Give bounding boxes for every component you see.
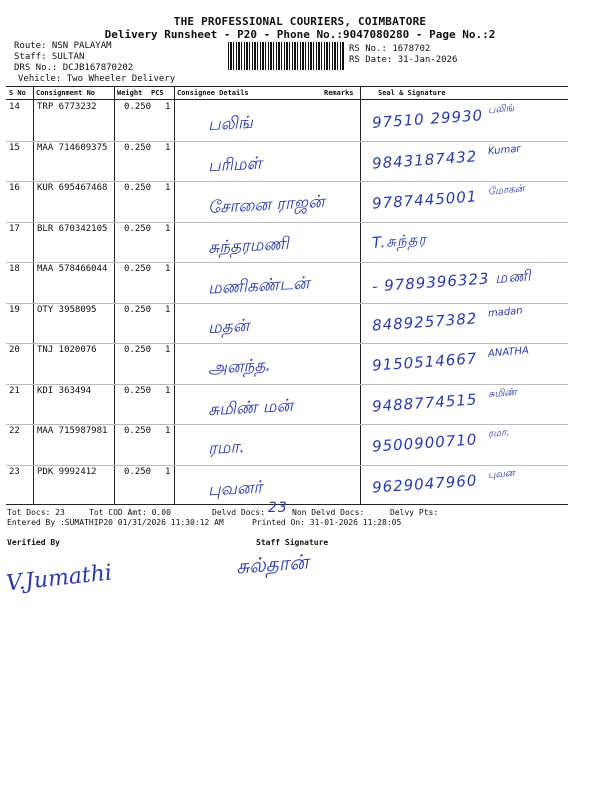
row-signature-note-handwritten: Kumar bbox=[487, 143, 522, 157]
staff-signature-label: Staff Signature bbox=[256, 538, 329, 547]
row-signature-note-handwritten: சுமிண் bbox=[487, 386, 518, 400]
row-serial-number: 23 bbox=[9, 466, 20, 477]
non-delivered-docs-label: Non Delvd Docs: bbox=[292, 508, 365, 517]
row-consignment-number: TRP 6773232 bbox=[37, 102, 97, 112]
row-pieces: 1 bbox=[165, 223, 171, 234]
row-signature-note-handwritten: madan bbox=[487, 305, 524, 319]
row-pieces: 1 bbox=[165, 466, 171, 477]
row-serial-number: 16 bbox=[9, 183, 20, 193]
row-pieces: 1 bbox=[165, 426, 171, 436]
row-signature-note-handwritten: மோகன் bbox=[487, 183, 525, 198]
row-consignment-number: MAA 578466044 bbox=[37, 264, 108, 274]
row-phone-handwritten: 97510 29930 bbox=[371, 106, 484, 132]
row-serial-number: 14 bbox=[9, 102, 20, 112]
row-consignee-handwritten: சுமிண் மன் bbox=[207, 395, 294, 420]
row-weight: 0.250 bbox=[124, 345, 152, 355]
row-signature-note-handwritten: ரமா. bbox=[487, 427, 511, 440]
row-serial-number: 22 bbox=[9, 426, 20, 436]
row-weight: 0.250 bbox=[124, 385, 152, 396]
row-consignment-number: KUR 695467468 bbox=[37, 183, 108, 193]
rs-date: RS Date: 31-Jan-2026 bbox=[349, 55, 458, 65]
barcode-image bbox=[228, 42, 344, 70]
runsheet-subtitle: Delivery Runsheet - P20 - Phone No.:9047080280 - Page No.:2 bbox=[104, 28, 496, 41]
vehicle-label: Vehicle: Two Wheeler Delivery bbox=[18, 74, 176, 84]
row-divider bbox=[6, 343, 568, 344]
row-consignment-number: BLR 670342105 bbox=[37, 223, 108, 234]
column-divider bbox=[114, 86, 115, 504]
col-consignee: Consignee Details bbox=[177, 89, 249, 97]
row-weight: 0.250 bbox=[124, 183, 152, 193]
row-consignee-handwritten: ரமா. bbox=[207, 437, 246, 459]
company-title: THE PROFESSIONAL COURIERS, COIMBATORE bbox=[173, 15, 427, 28]
row-pieces: 1 bbox=[165, 183, 171, 193]
route-label: Route: NSN PALAYAM bbox=[14, 41, 112, 51]
row-pieces: 1 bbox=[165, 304, 171, 315]
tot-docs: Tot Docs: 23 bbox=[7, 508, 65, 517]
row-consignment-number: PDK 9992412 bbox=[37, 466, 97, 477]
delivered-docs-handwritten: 23 bbox=[268, 500, 288, 516]
row-serial-number: 18 bbox=[9, 264, 20, 274]
row-phone-handwritten: 9500900710 bbox=[371, 430, 478, 456]
row-consignment-number: MAA 715987981 bbox=[37, 426, 108, 436]
column-divider bbox=[360, 86, 361, 504]
row-divider bbox=[6, 465, 568, 466]
col-remarks: Remarks bbox=[324, 89, 354, 97]
row-pieces: 1 bbox=[165, 102, 171, 112]
row-consignee-handwritten: சோனை ராஜன் bbox=[207, 191, 326, 219]
column-divider bbox=[33, 86, 34, 504]
row-weight: 0.250 bbox=[124, 304, 152, 315]
row-divider bbox=[6, 303, 568, 304]
row-pieces: 1 bbox=[165, 345, 171, 355]
row-phone-handwritten: 9843187432 bbox=[371, 146, 478, 173]
row-divider bbox=[6, 222, 568, 223]
col-weight: Weight bbox=[117, 89, 143, 97]
row-pieces: 1 bbox=[165, 385, 171, 396]
row-serial-number: 21 bbox=[9, 385, 20, 396]
row-consignee-handwritten: மதன் bbox=[207, 315, 250, 338]
row-phone-handwritten: 9787445001 bbox=[371, 187, 478, 213]
row-consignment-number: TNJ 1020076 bbox=[37, 345, 97, 355]
col-pcs: PCS bbox=[151, 89, 164, 97]
delivered-docs-label: Delvd Docs: bbox=[212, 508, 265, 517]
row-phone-handwritten: - 9789396323 மணி bbox=[371, 266, 533, 296]
row-phone-handwritten: T.சுந்தர bbox=[371, 229, 428, 252]
row-phone-handwritten: 8489257382 bbox=[371, 308, 478, 335]
row-consignment-number: MAA 714609375 bbox=[37, 142, 108, 153]
staff-signature: சுல்தான் bbox=[235, 549, 310, 579]
row-weight: 0.250 bbox=[124, 264, 152, 274]
row-phone-handwritten: 9488774515 bbox=[371, 389, 478, 416]
row-serial-number: 20 bbox=[9, 345, 20, 355]
row-weight: 0.250 bbox=[124, 466, 152, 477]
row-divider bbox=[6, 141, 568, 142]
verified-by-label: Verified By bbox=[7, 538, 60, 547]
staff-label: Staff: SULTAN bbox=[14, 52, 85, 62]
row-signature-note-handwritten: ANATHA bbox=[487, 345, 530, 360]
col-sno: S No bbox=[9, 89, 26, 97]
row-consignee-handwritten: பரிமள் bbox=[207, 153, 263, 176]
printed-on: Printed On: 31-01-2026 11:28:05 bbox=[252, 518, 402, 527]
drs-number: DRS No.: DCJB167870202 bbox=[14, 63, 134, 73]
row-pieces: 1 bbox=[165, 142, 171, 153]
table-header-rule bbox=[6, 99, 568, 100]
row-consignment-number: OTY 3958095 bbox=[37, 304, 97, 315]
verified-signature: V.Jumathi bbox=[4, 560, 114, 597]
row-serial-number: 19 bbox=[9, 304, 20, 315]
tot-cod-amount: Tot COD Amt: 0.00 bbox=[89, 508, 171, 517]
row-phone-handwritten: 9150514667 bbox=[371, 349, 478, 375]
row-divider bbox=[6, 262, 568, 263]
col-seal-signature: Seal & Signature bbox=[378, 89, 446, 97]
entered-by: Entered By :SUMATHIP20 01/31/2026 11:30:12 AM bbox=[7, 518, 224, 527]
row-consignee-handwritten: அனந்த. bbox=[207, 355, 272, 379]
row-divider bbox=[6, 384, 568, 385]
row-divider bbox=[6, 181, 568, 182]
row-weight: 0.250 bbox=[124, 223, 152, 234]
row-consignee-handwritten: புவனர் bbox=[207, 477, 263, 500]
row-serial-number: 17 bbox=[9, 223, 20, 234]
table-top-rule bbox=[6, 86, 568, 87]
row-divider bbox=[6, 424, 568, 425]
row-phone-handwritten: 9629047960 bbox=[371, 470, 478, 497]
row-weight: 0.250 bbox=[124, 426, 152, 436]
row-consignee-handwritten: மணிகண்டன் bbox=[207, 273, 310, 299]
row-consignee-handwritten: பலிங் bbox=[207, 112, 254, 136]
row-weight: 0.250 bbox=[124, 102, 152, 112]
row-serial-number: 15 bbox=[9, 142, 20, 153]
column-divider bbox=[174, 86, 175, 504]
row-signature-note-handwritten: புவன bbox=[487, 467, 516, 481]
row-weight: 0.250 bbox=[124, 142, 152, 153]
col-consignment: Consignment No bbox=[36, 89, 96, 97]
row-signature-note-handwritten: பலிங் bbox=[487, 102, 515, 117]
row-pieces: 1 bbox=[165, 264, 171, 274]
delivery-points-label: Delvy Pts: bbox=[390, 508, 439, 517]
row-consignment-number: KDI 363494 bbox=[37, 385, 92, 396]
rs-number: RS No.: 1678702 bbox=[349, 44, 431, 54]
row-consignee-handwritten: சுந்தரமணி bbox=[207, 233, 290, 258]
